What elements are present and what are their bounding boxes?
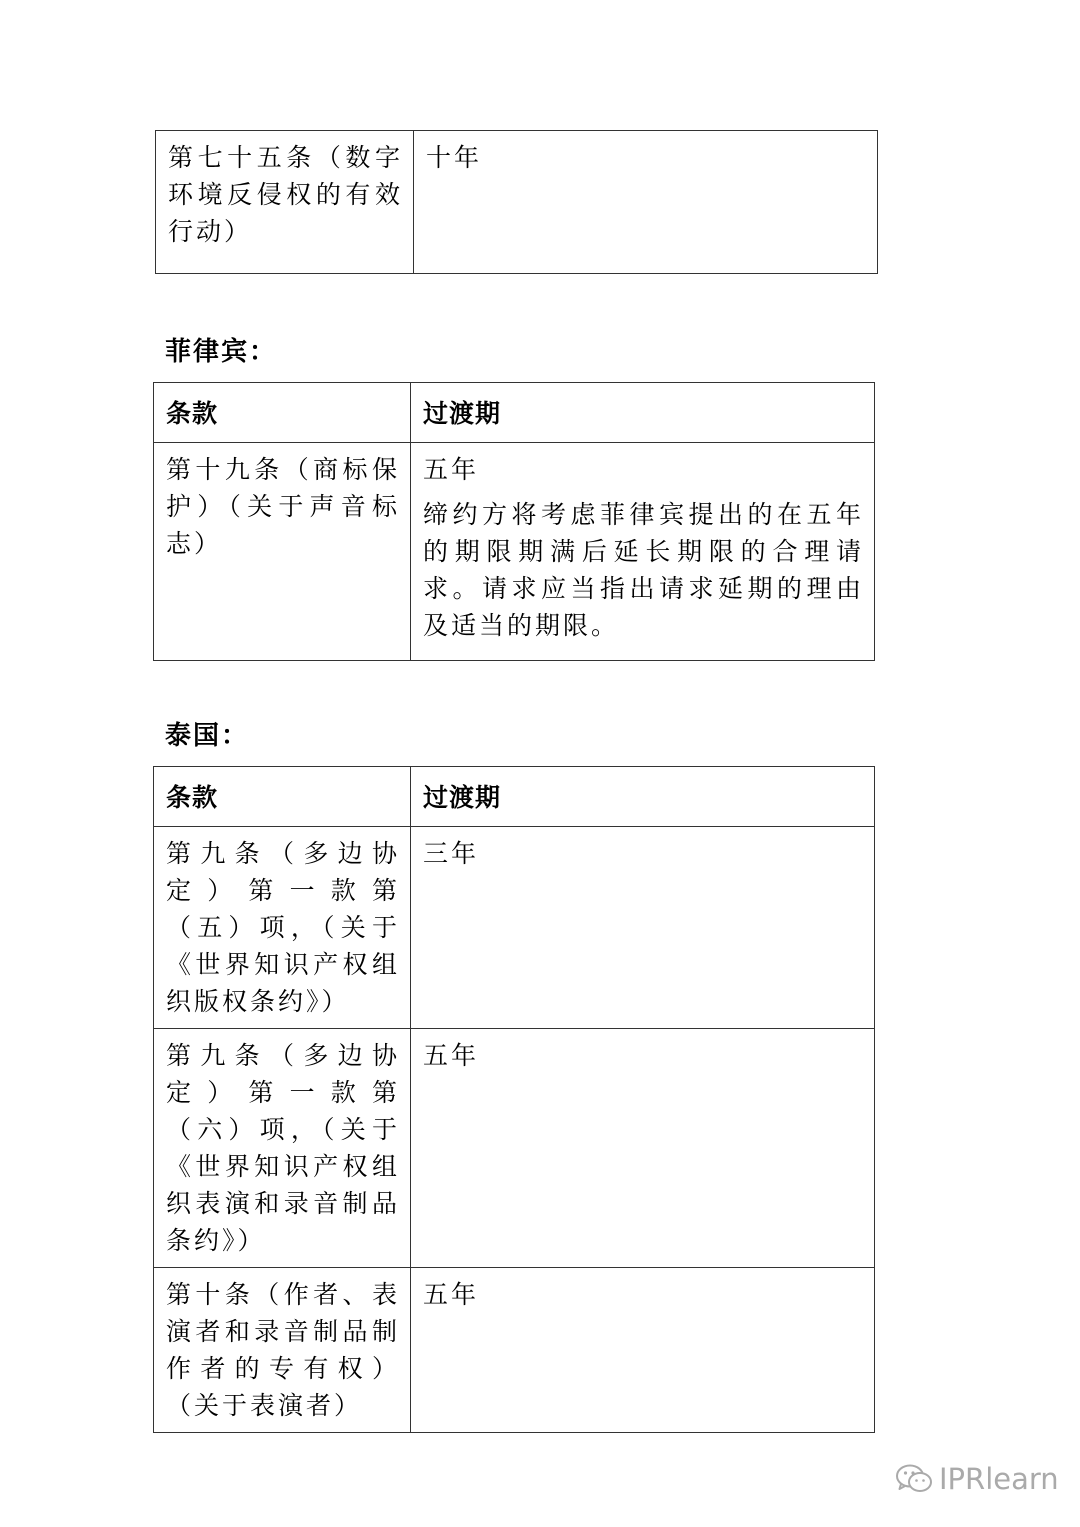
header-clause: 条款 [154, 383, 411, 443]
watermark-text: IPRlearn [939, 1462, 1059, 1496]
period-cell [411, 443, 875, 661]
clause-cell: 第七十五条（数字环境反侵权的有效行动） [156, 131, 414, 274]
table-header-row [154, 767, 875, 827]
table-row [156, 131, 878, 274]
table-philippines [153, 382, 875, 661]
clause-cell: 第十九条（商标保护）（关于声音标志） [154, 443, 411, 661]
section-title-philippines: 菲律宾： [165, 337, 278, 367]
clause-cell: 第九条（多边协定）第一款第（五）项，（关于《世界知识产权组织版权条约》） [154, 827, 411, 1029]
table-row [154, 443, 875, 661]
header-period: 过渡期 [411, 767, 875, 827]
table-row [154, 1029, 875, 1268]
header-period: 过渡期 [411, 383, 875, 443]
table-thailand [153, 766, 875, 1433]
header-clause: 条款 [154, 767, 411, 827]
period-cell: 三年 [411, 827, 875, 1029]
period-note: 缔约方将考虑菲律宾提出的在五年的期限期满后延长期限的合理请求。请求应当指出请求延期的理由及适当的期限。 [423, 500, 864, 640]
table-row [154, 827, 875, 1029]
period-value: 五年 [423, 455, 480, 484]
wechat-icon [895, 1463, 933, 1495]
clause-cell: 第十条（作者、表演者和录音制品制作者的专有权）（关于表演者） [154, 1268, 411, 1433]
table-header-row [154, 383, 875, 443]
clause-cell: 第九条（多边协定）第一款第（六）项，（关于《世界知识产权组织表演和录音制品条约》） [154, 1029, 411, 1268]
table-continued [155, 130, 878, 274]
period-cell: 五年 [411, 1268, 875, 1433]
section-title-thailand: 泰国： [165, 721, 250, 751]
period-cell: 十年 [414, 131, 878, 274]
period-cell: 五年 [411, 1029, 875, 1268]
table-row [154, 1268, 875, 1433]
watermark [895, 1462, 1059, 1496]
